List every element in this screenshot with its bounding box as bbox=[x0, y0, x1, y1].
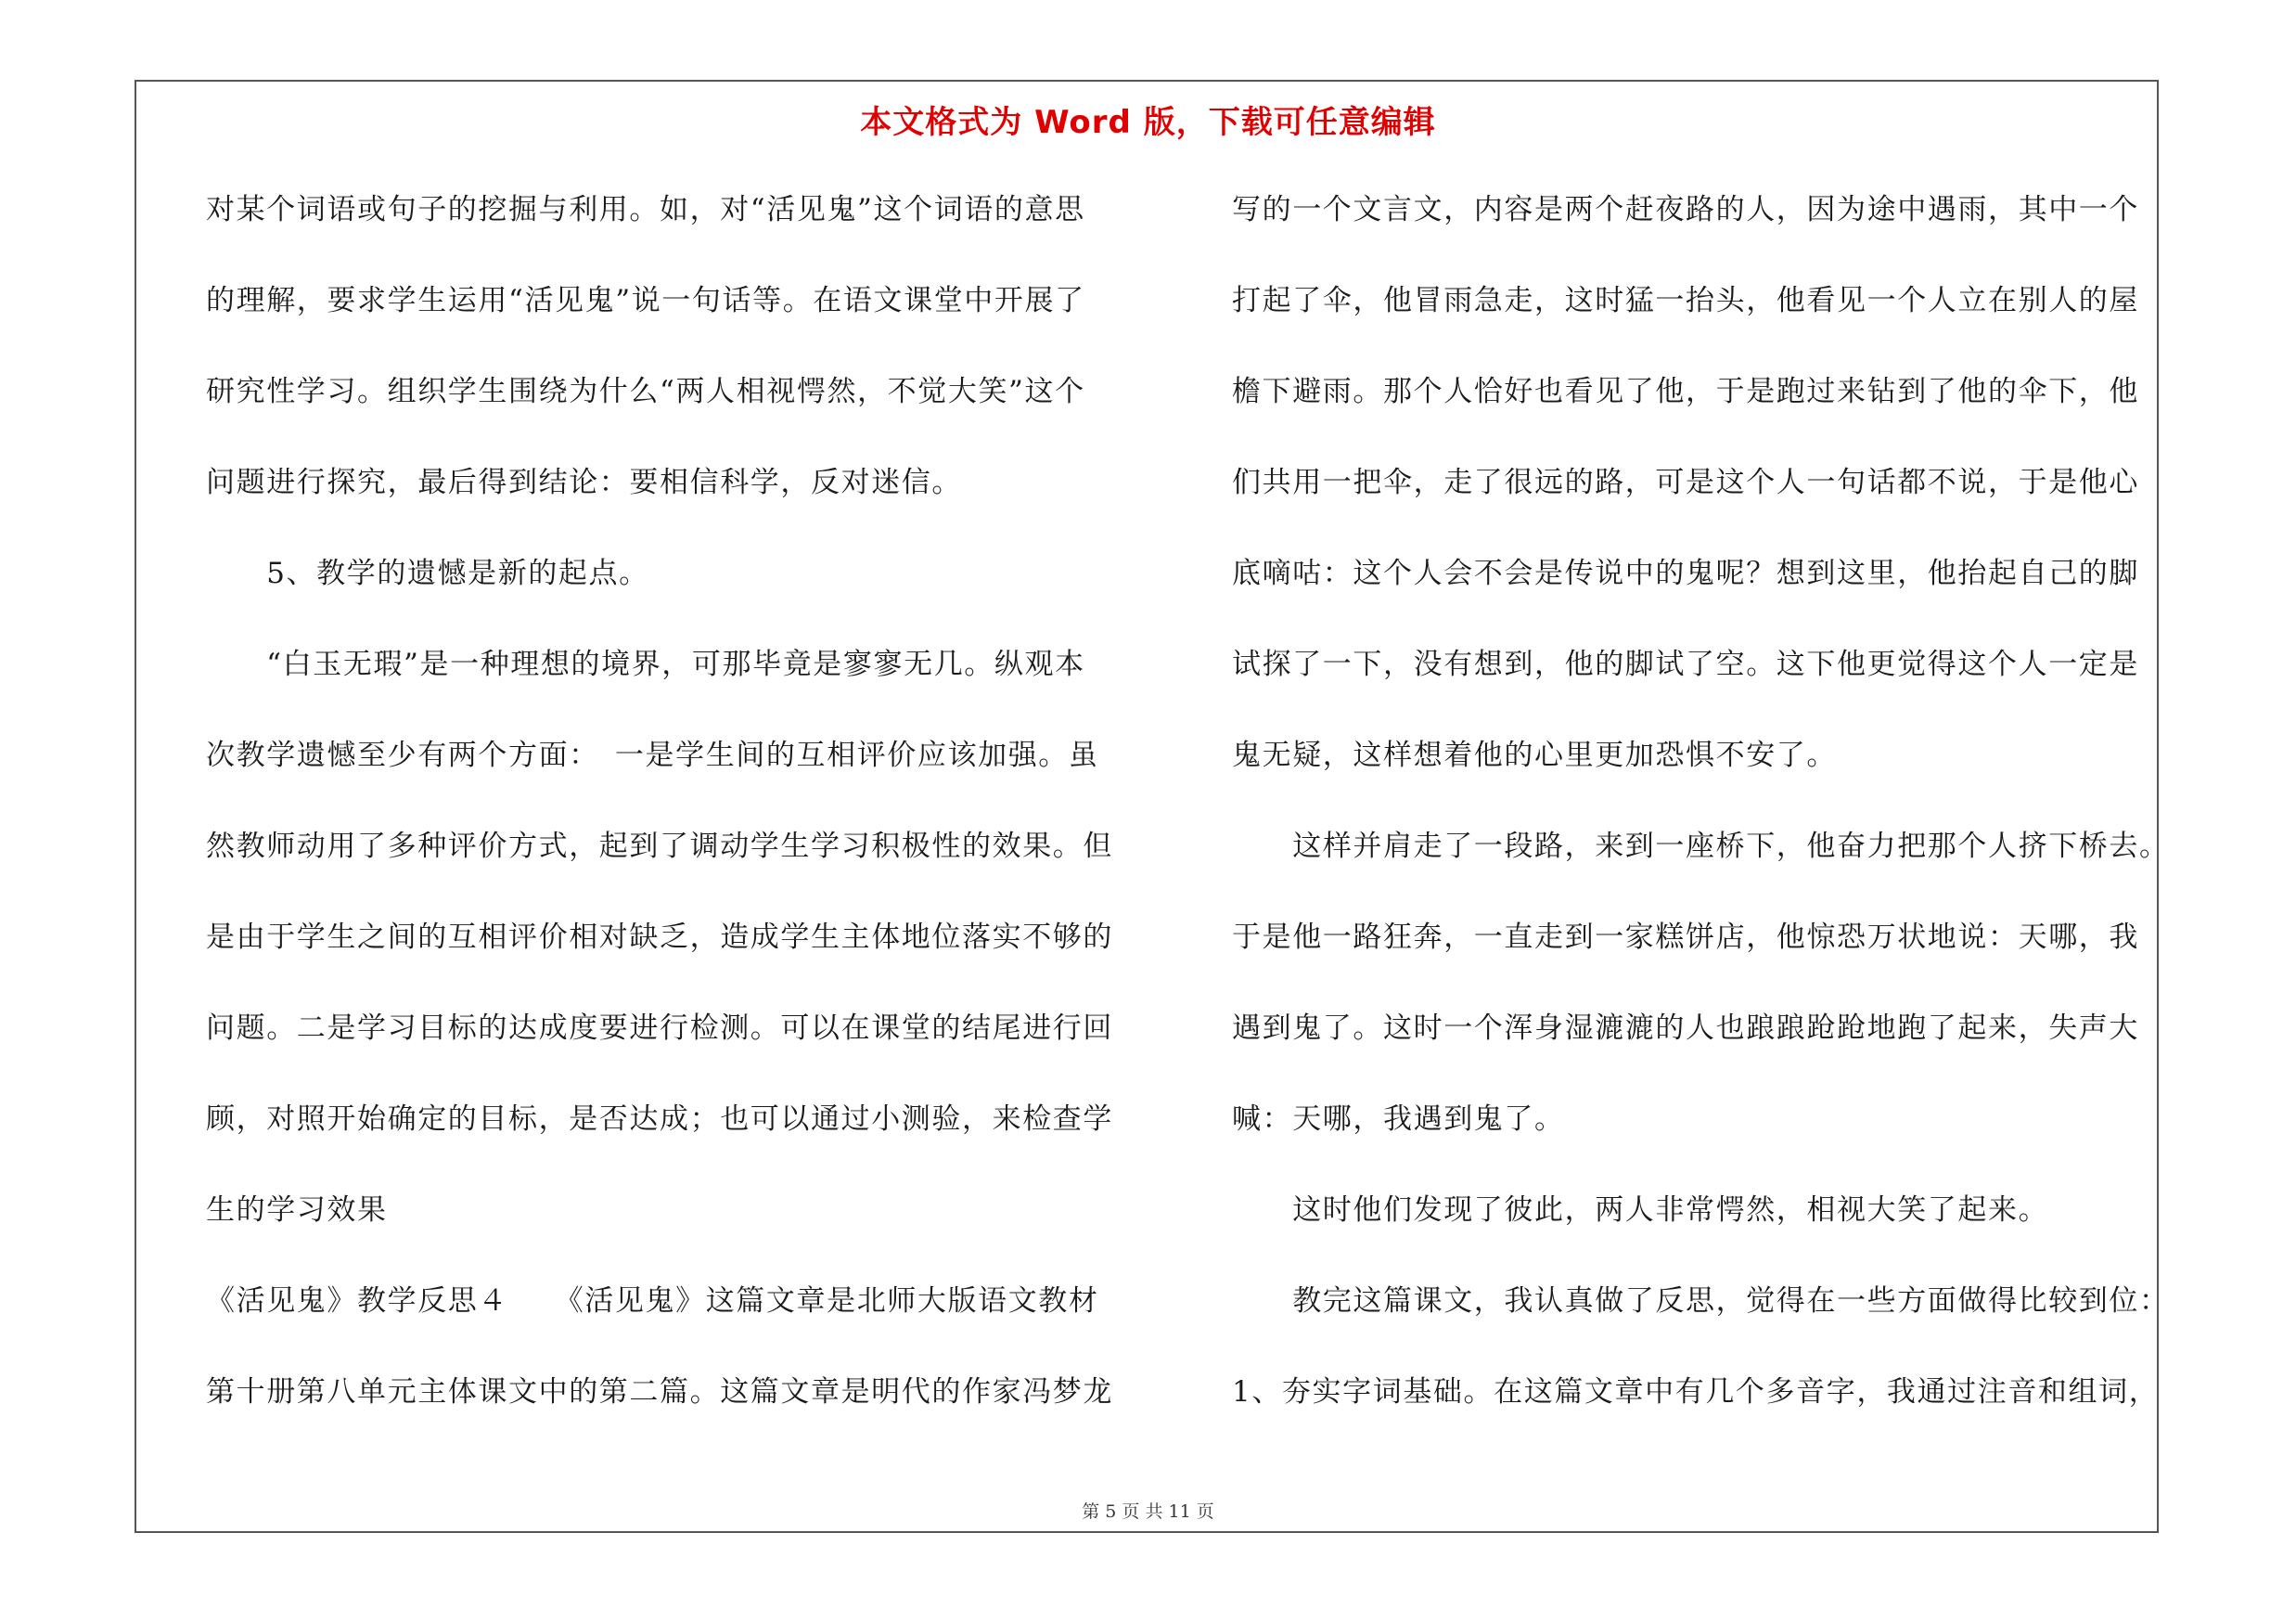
text-line: 《活见鬼》教学反思４ 《活见鬼》这篇文章是北师大版语文教材 bbox=[206, 1284, 1099, 1318]
text-line: 试探了一下，没有想到，他的脚试了空。这下他更觉得这个人一定是 bbox=[1232, 648, 2139, 681]
section-heading: 5、教学的遗憾是新的起点。 bbox=[206, 557, 649, 590]
text-line: 生的学习效果 bbox=[206, 1193, 388, 1227]
text-line: 檐下避雨。那个人恰好也看见了他，于是跑过来钻到了他的伞下，他 bbox=[1232, 375, 2139, 408]
text-line: 问题。二是学习目标的达成度要进行检测。可以在课堂的结尾进行回 bbox=[206, 1011, 1113, 1045]
text-line: 顾，对照开始确定的目标，是否达成；也可以通过小测验，来检查学 bbox=[206, 1102, 1113, 1136]
format-banner: 本文格式为 Word 版，下载可任意编辑 bbox=[860, 104, 1436, 141]
left-column bbox=[206, 182, 1124, 1455]
text-line: 研究性学习。组织学生围绕为什么“两人相视愕然，不觉大笑”这个 bbox=[206, 375, 1085, 408]
text-line: 然教师动用了多种评价方式，起到了调动学生学习积极性的效果。但 bbox=[206, 830, 1113, 863]
text-line: “白玉无瑕”是一种理想的境界，可那毕竟是寥寥无几。纵观本 bbox=[206, 648, 1085, 681]
text-line: 教完这篇课文，我认真做了反思，觉得在一些方面做得比较到位： bbox=[1232, 1284, 2170, 1318]
text-line: 写的一个文言文，内容是两个赶夜路的人，因为途中遇雨，其中一个 bbox=[1232, 193, 2139, 226]
text-line: 问题进行探究，最后得到结论：要相信科学，反对迷信。 bbox=[206, 466, 962, 499]
text-line: 于是他一路狂奔，一直走到一家糕饼店，他惊恐万状地说：天哪，我 bbox=[1232, 921, 2139, 954]
text-line: 对某个词语或句子的挖掘与利用。如，对“活见鬼”这个词语的意思 bbox=[206, 193, 1085, 226]
text-line: 1、夯实字词基础。在这篇文章中有几个多音字，我通过注音和组词， bbox=[1232, 1375, 2160, 1409]
text-line: 这样并肩走了一段路，来到一座桥下，他奋力把那个人挤下桥去。 bbox=[1232, 830, 2170, 863]
right-column bbox=[1232, 182, 2170, 1455]
page-number-footer: 第 5 页 共 11 页 bbox=[1082, 1501, 1214, 1522]
text-line: 第十册第八单元主体课文中的第二篇。这篇文章是明代的作家冯梦龙 bbox=[206, 1375, 1113, 1409]
text-line: 鬼无疑，这样想着他的心里更加恐惧不安了。 bbox=[1232, 739, 1837, 772]
text-line: 喊：天哪，我遇到鬼了。 bbox=[1232, 1102, 1565, 1136]
text-line: 的理解，要求学生运用“活见鬼”说一句话等。在语文课堂中开展了 bbox=[206, 284, 1085, 317]
text-line: 打起了伞，他冒雨急走，这时猛一抬头，他看见一个人立在别人的屋 bbox=[1232, 284, 2139, 317]
text-line: 次教学遗憾至少有两个方面： 一是学生间的互相评价应该加强。虽 bbox=[206, 739, 1099, 772]
text-line: 遇到鬼了。这时一个浑身湿漉漉的人也踉踉跄跄地跑了起来，失声大 bbox=[1232, 1011, 2139, 1045]
text-line: 底嘀咕：这个人会不会是传说中的鬼呢？想到这里，他抬起自己的脚 bbox=[1232, 557, 2139, 590]
text-line: 们共用一把伞，走了很远的路，可是这个人一句话都不说，于是他心 bbox=[1232, 466, 2139, 499]
text-line: 这时他们发现了彼此，两人非常愕然，相视大笑了起来。 bbox=[1232, 1193, 2049, 1227]
text-line: 是由于学生之间的互相评价相对缺乏，造成学生主体地位落实不够的 bbox=[206, 921, 1113, 954]
